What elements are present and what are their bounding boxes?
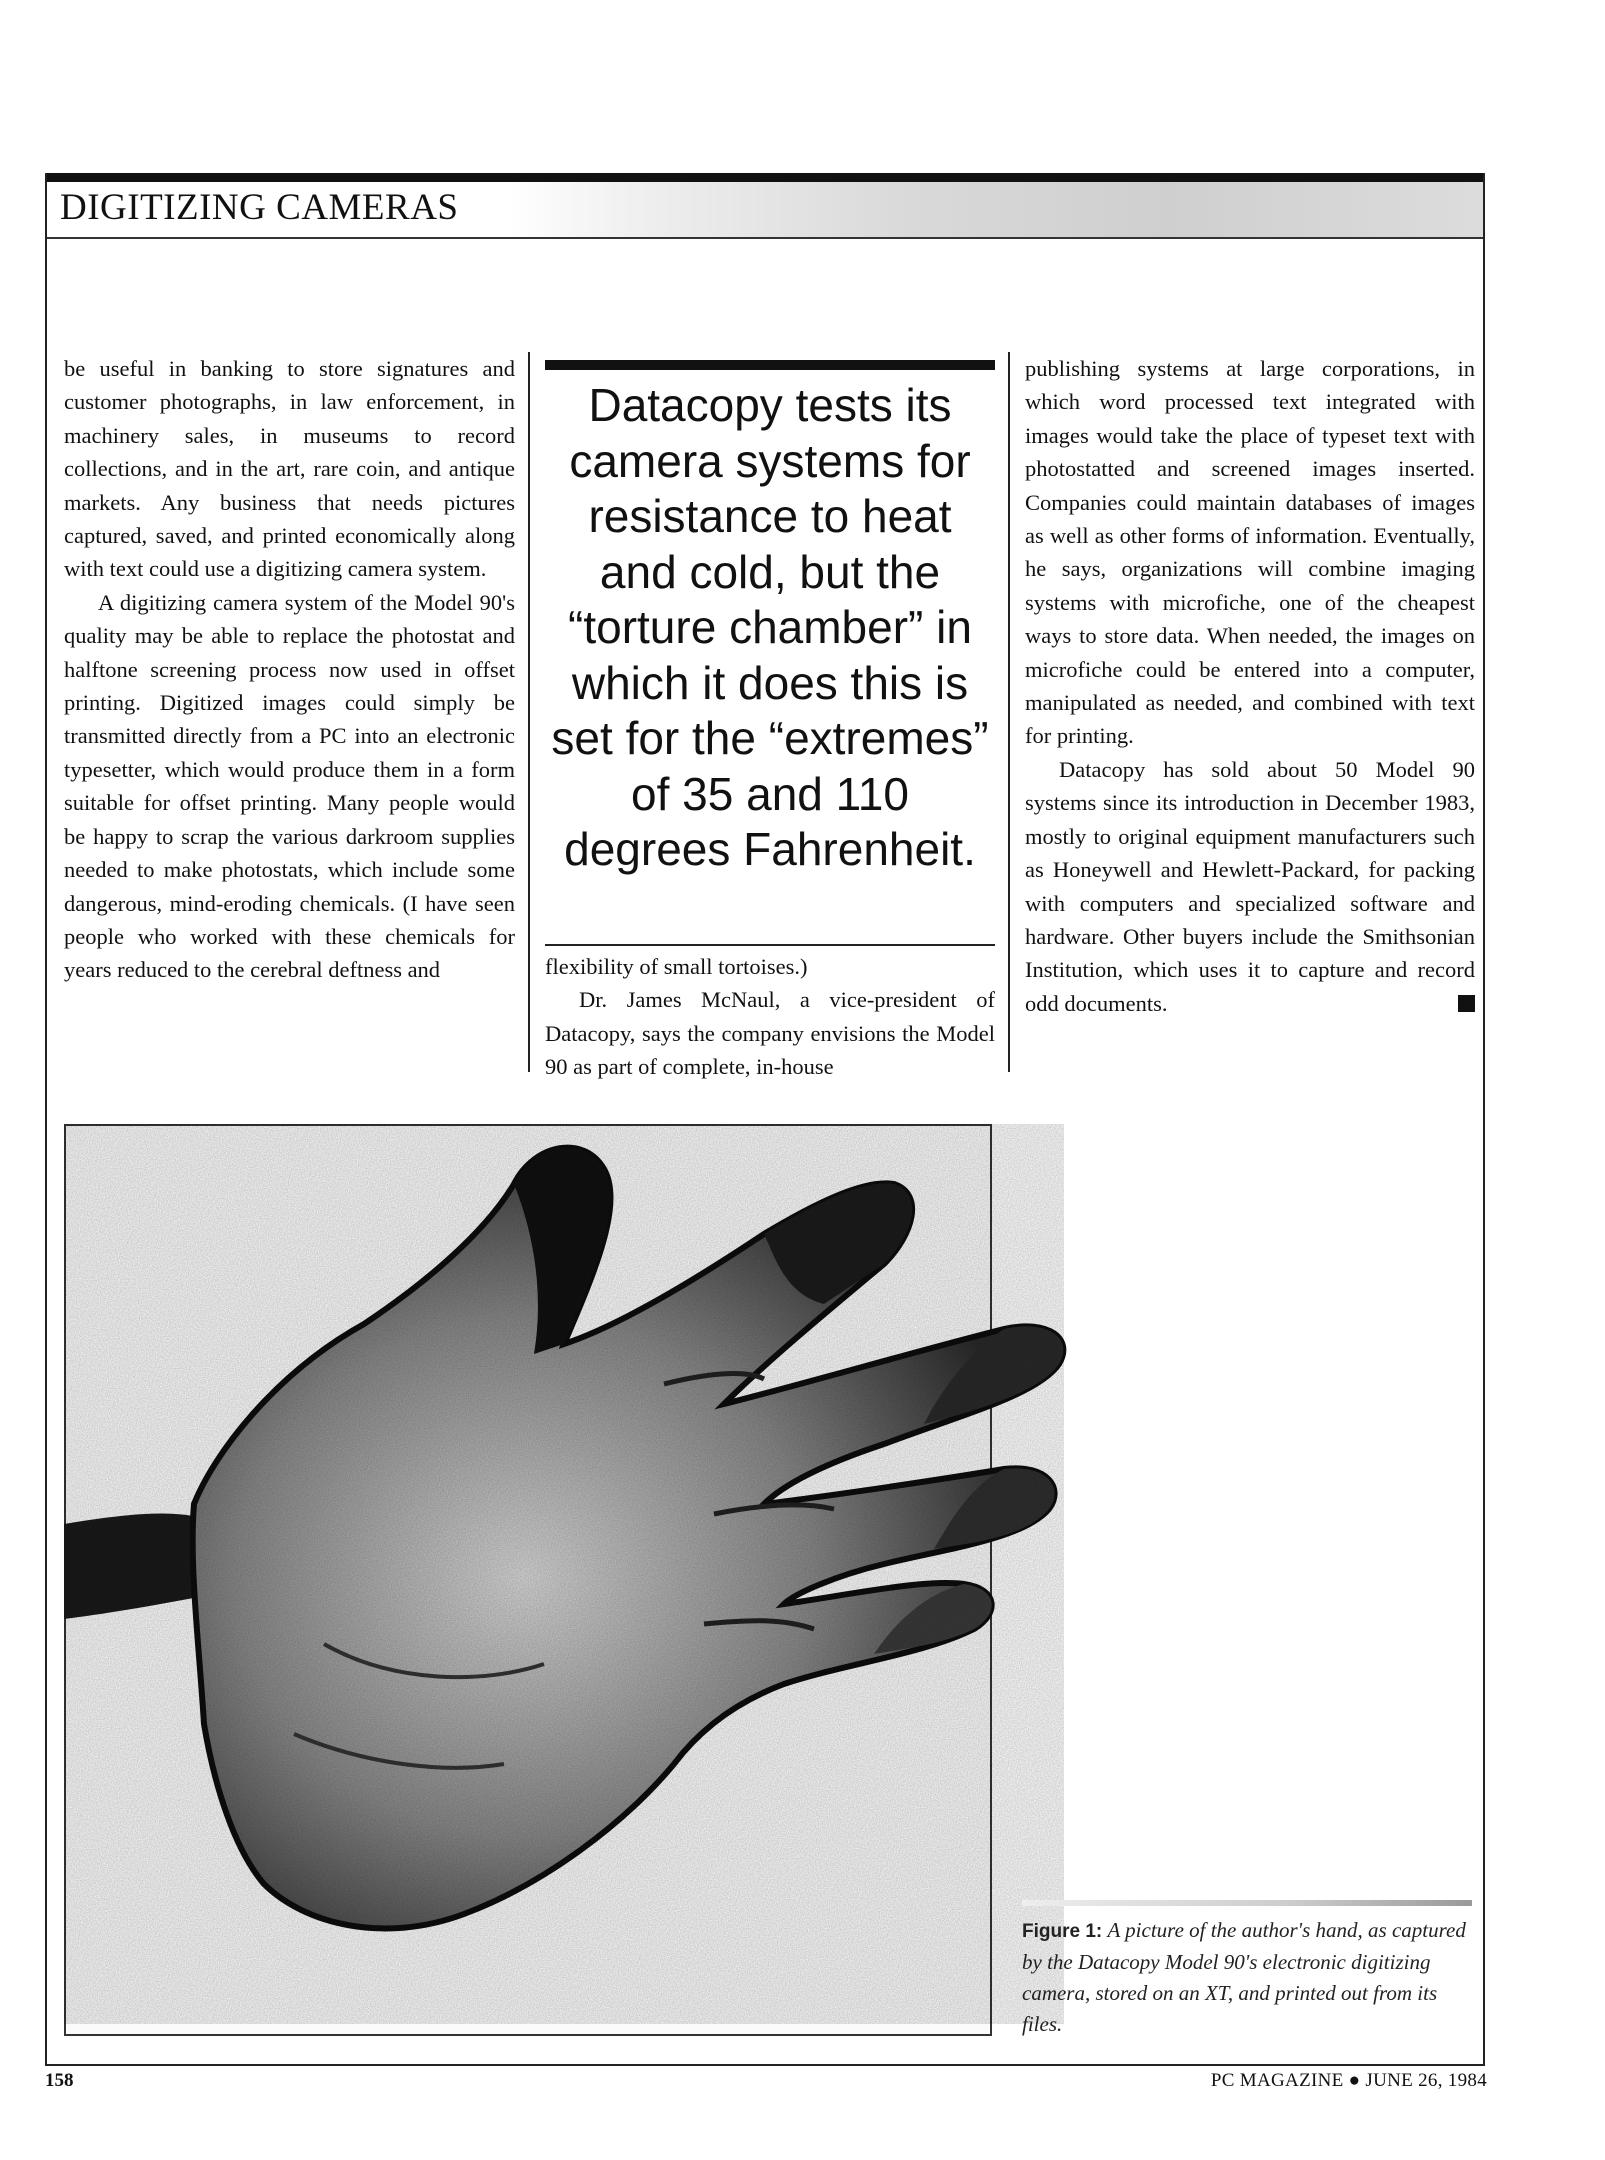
figure-label: Figure 1: xyxy=(1022,1921,1103,1942)
section-title: DIGITIZING CAMERAS xyxy=(60,187,459,228)
pullquote-top-bar xyxy=(545,360,995,370)
column-3-paragraph xyxy=(1025,753,1475,1020)
column-1 xyxy=(64,352,515,987)
figure-caption-text: A picture of the author's hand, as captured by the Datacopy Model 90's electronic digitizing camera, stored on an XT, and printed out from its files. xyxy=(1022,1918,1466,2036)
column-1-paragraph: be useful in banking to store signatures and customer photographs, in law enforcement, in machinery sales, in museums to record collections, and in the art, rare coin, and antique markets. Any business that needs pictures captured, saved, and printed economically along with text could use a digitizing camera system. xyxy=(64,356,515,582)
column-2-paragraph: Dr. James McNaul, a vice-president of Datacopy, says the company envisions the Model 90 as part of complete, in-house xyxy=(545,987,995,1080)
column-3 xyxy=(1025,352,1475,1020)
figure-caption xyxy=(1022,1915,1472,2040)
column-divider xyxy=(528,352,530,1072)
column-divider xyxy=(1008,352,1010,1072)
column-1-paragraph: A digitizing camera system of the Model 90's quality may be able to replace the photostat and halftone screening process now used in offset printing. Digitized images could simply be transmitted directly from a PC into an electronic typesetter, which would produce them in a form suitable for offset printing. Many people would be happy to scrap the various darkroom supplies needed to make photostats, which include some dangerous, mind-eroding chemicals. (I have seen people who worked with these chemicals for years reduced to the cerebral deftness and xyxy=(64,589,515,983)
footer-rule xyxy=(45,2064,1485,2066)
column-2-paragraph: flexibility of small tortoises.) xyxy=(545,954,808,979)
page-number: 158 xyxy=(45,2070,74,2091)
column-2 xyxy=(545,950,995,1084)
end-of-article-mark xyxy=(1458,995,1475,1012)
pullquote-bottom-rule xyxy=(545,944,995,946)
pullquote: Datacopy tests its camera systems for resistance to heat and cold, but the “torture chamber” in which it does this is set for the “extremes” of 35 and 110 degrees Fahrenheit. xyxy=(551,379,989,875)
column-3-paragraph: publishing systems at large corporations, in which word processed text integrated with images would take the place of typeset text with photostatted and screened images inserted. Companies could maintain databases of images as well as other forms of information. Eventually, he says, organizations will combine imaging systems with microfiche, one of the cheapest ways to store data. When needed, the images on microfiche could be entered into a computer, manipulated as needed, and combined with text for printing. xyxy=(1025,356,1475,749)
caption-rule xyxy=(1022,1900,1472,1906)
column-3-paragraph-text: Datacopy has sold about 50 Model 90 systems since its introduction in December 1983, mostly to original equipment manufacturers such as Honeywell and Hewlett-Packard, for packing with computers and specialized software and hardware. Other buyers include the Smithsonian Institution, which uses it to capture and record odd documents. xyxy=(1025,756,1475,1016)
publication-line: PC MAGAZINE ● JUNE 26, 1984 xyxy=(1210,2070,1487,2091)
